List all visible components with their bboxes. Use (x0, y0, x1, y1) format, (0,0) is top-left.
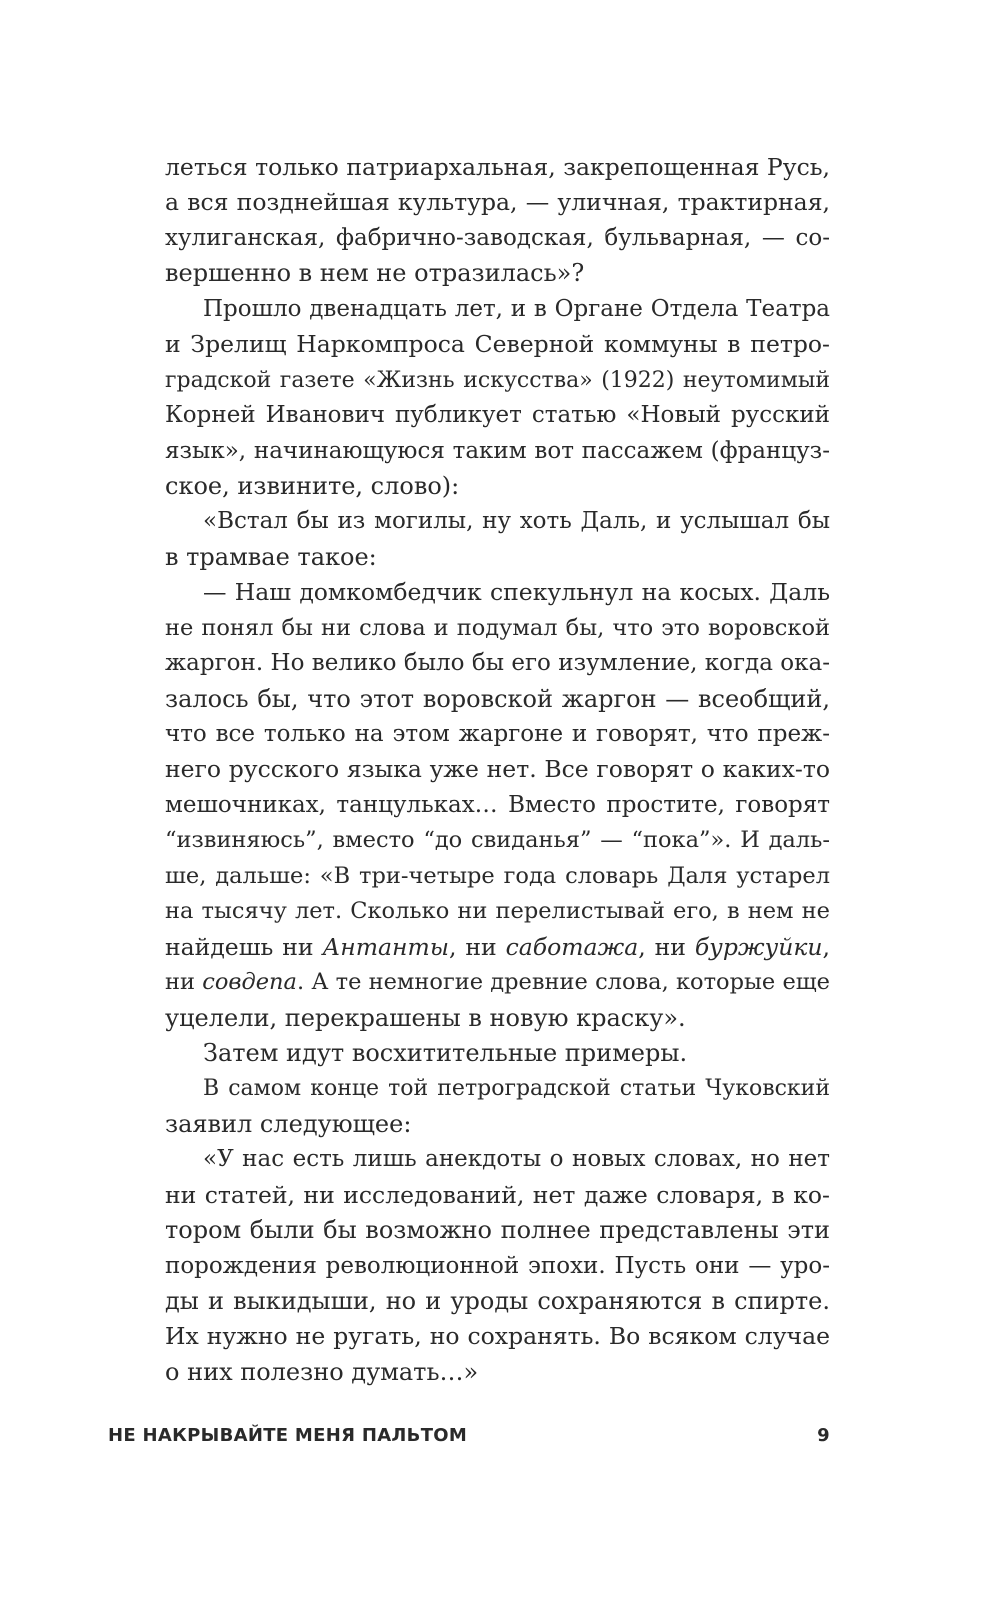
text-line: ды и выкидыши, но и уроды сохраняются в спирте. (165, 1287, 830, 1315)
text-line: него русского языка уже нет. Все говорят о каких-то (165, 755, 830, 784)
text-line: и Зрелищ Наркомпроса Северной коммуны в петро- (165, 330, 830, 359)
italic-term: Антанты (322, 932, 449, 961)
text-line: леться только патриархальная, закрепощенная Русь, (165, 153, 830, 181)
text-segment: . А те немногие древние слова, которые еще (296, 969, 830, 996)
text-line: заявил следующее: (165, 1109, 412, 1138)
text-segment: , (822, 932, 830, 961)
text-line: «У нас есть лишь анекдоты о новых словах, но нет (203, 1146, 830, 1173)
text-line: мешочниках, танцульках… Вместо простите, говорят (165, 791, 830, 818)
text-line: уцелели, перекрашены в новую краску». (165, 1003, 686, 1032)
text-segment: , ни (448, 932, 506, 961)
text-line: ни статей, ни исследований, нет даже словаря, в ко- (165, 1180, 830, 1209)
text-line: Прошло двенадцать лет, и в Органе Отдела Театра (203, 295, 830, 322)
text-line: Затем идут восхитительные примеры. (203, 1038, 688, 1067)
italic-term: совдепа (202, 969, 297, 996)
text-line: Корней Иванович публикует статью «Новый русский (165, 402, 830, 429)
page-number: 9 (817, 1425, 830, 1446)
text-segment: ни (165, 969, 203, 996)
text-line: что все только на этом жаргоне и говорят, что преж- (165, 721, 830, 747)
text-segment: найдешь ни (165, 932, 323, 961)
text-line: в трамвае такое: (165, 542, 377, 571)
italic-term: буржуйки (694, 932, 823, 961)
text-line (165, 930, 830, 965)
text-line: залось бы, что этот воровской жаргон — всеобщий, (165, 684, 830, 713)
text-line: В самом конце той петроградской статьи Чуковский (203, 1076, 830, 1102)
text-line (165, 965, 830, 1000)
text-line: вершенно в нем не отразилась»? (165, 259, 585, 288)
text-line: язык», начинающуюся таким вот пассажем (француз- (165, 437, 830, 464)
text-line: Их нужно не ругать, но сохранять. Во всяком случае (165, 1322, 830, 1351)
text-segment: , ни (638, 932, 695, 961)
text-line: хулиганская, фабрично-заводская, бульварная, — со- (165, 224, 830, 251)
text-line: не понял бы ни слова и подумал бы, что это воровской (165, 614, 830, 641)
text-line: ше, дальше: «В три-четыре года словарь Даля устарел (165, 862, 830, 889)
running-title: НЕ НАКРЫВАЙТЕ МЕНЯ ПАЛЬТОМ (108, 1425, 468, 1446)
text-line: жаргон. Но велико было бы его изумление, когда ока- (165, 650, 830, 677)
text-line: «Встал бы из могилы, ну хоть Даль, и услышал бы (203, 508, 830, 535)
text-line: порождения революционной эпохи. Пусть они — уро- (165, 1252, 830, 1279)
text-line: “извиняюсь”, вместо “до свиданья” — “пока”». И даль- (165, 827, 830, 854)
text-line: на тысячу лет. Сколько ни перелистывай его, в нем не (165, 898, 830, 925)
page-footer (108, 1421, 830, 1451)
page-body (165, 150, 830, 1390)
italic-term: саботажа (505, 932, 639, 961)
text-line: градской газете «Жизнь искусства» (1922) неутомимый (165, 367, 830, 393)
text-line: а вся позднейшая культура, — уличная, трактирная, (165, 188, 830, 217)
text-line: — Наш домкомбедчик спекульнул на косых. Даль (203, 578, 830, 607)
text-line: тором были бы возможно полнее представлены эти (165, 1216, 830, 1245)
text-line: ское, извините, слово): (165, 471, 460, 500)
text-line: о них полезно думать…» (165, 1357, 479, 1386)
